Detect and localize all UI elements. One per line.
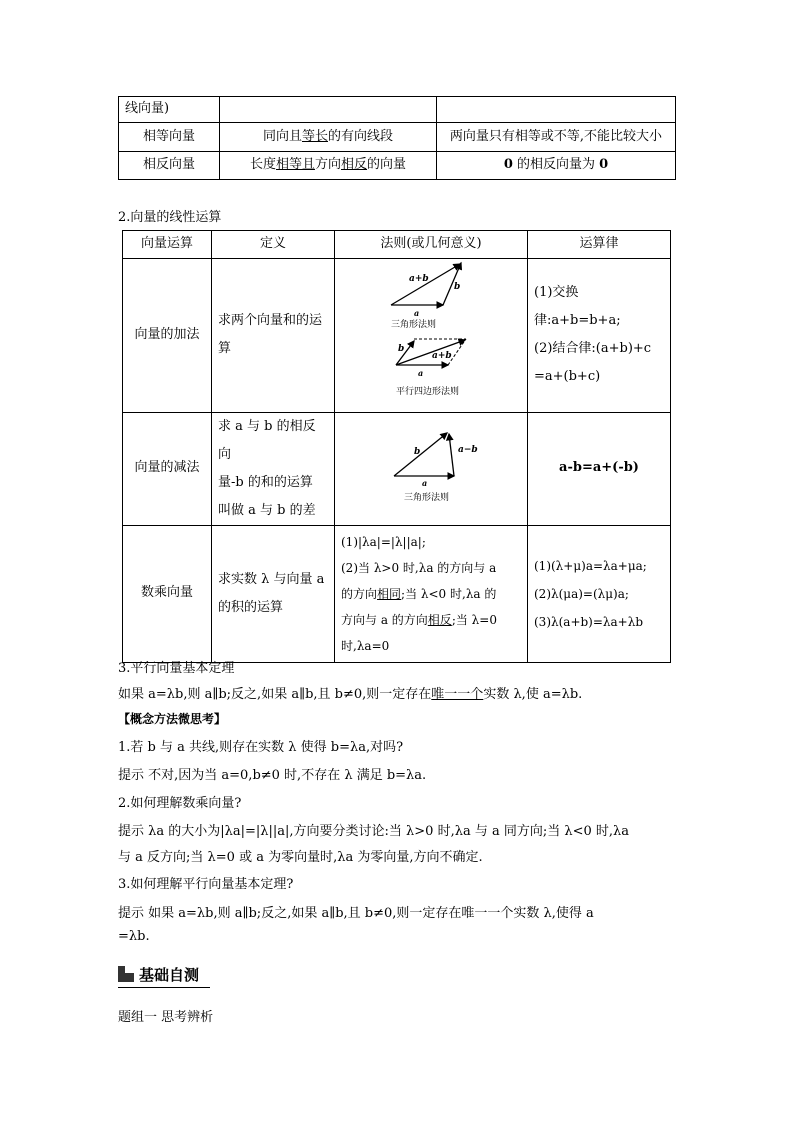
- question-2: 2.如何理解数乘向量?: [118, 796, 242, 811]
- label-a-plus-b: a+b: [409, 274, 429, 284]
- op-def: 求 a 与 b 的相反向 量-b 的和的运算 叫做 a 与 b 的差: [212, 412, 335, 525]
- op-name: 向量的加法: [123, 259, 212, 413]
- sub-figure: [335, 412, 528, 525]
- title-underline: [118, 987, 210, 988]
- theorem-text: 如果 a=λb,则 a∥b;反之,如果 a∥b,且 b≠0,则一定存在唯一一个实数 λ,使 a=λb.: [118, 687, 583, 702]
- cell-type-name: 线向量): [119, 97, 220, 123]
- answer-2: 提示 λa 的大小为|λa|=|λ||a|,方向要分类讨论:当 λ>0 时,λa 与 a 同方向;当 λ<0 时,λa: [118, 824, 630, 839]
- label-b: b: [398, 344, 405, 354]
- question-1: 1.若 b 与 a 共线,则存在实数 λ 使得 b=λa,对吗?: [118, 740, 404, 755]
- answer-3-cont: =λb.: [118, 929, 150, 944]
- think-heading: 【概念方法微思考】: [118, 712, 227, 726]
- section-title: 2.向量的线性运算: [118, 210, 222, 225]
- cell-note: 两向量只有相等或不等,不能比较大小: [437, 123, 676, 152]
- op-laws: a-b=a+(-b): [528, 412, 671, 525]
- op-name: 数乘向量: [123, 525, 212, 662]
- cell-type-name: 相反向量: [119, 152, 220, 180]
- op-laws: (1)(λ+μ)a=λa+μa; (2)λ(μa)=(λμ)a; (3)λ(a+b)=λa+λb: [528, 525, 671, 662]
- label-b: b: [454, 282, 461, 292]
- law-associative-cont: =a+(b+c): [534, 369, 601, 385]
- triangle-rule-caption: 三角形法则: [404, 493, 450, 504]
- op-def: 求实数 λ 与向量 a 的积的运算: [212, 525, 335, 662]
- label-a-minus-b: a−b: [458, 445, 478, 456]
- answer-1: 提示 不对,因为当 a=0,b≠0 时,不存在 λ 满足 b=λa.: [118, 768, 427, 783]
- col-header: 法则(或几何意义): [335, 231, 528, 259]
- vector-subtraction-figure: [336, 426, 526, 506]
- col-header: 定义: [212, 231, 335, 259]
- law-associative: (2)结合律:(a+b)+c: [534, 341, 652, 357]
- linear-ops-table: [122, 230, 671, 663]
- label-a: a: [418, 368, 424, 378]
- section-title: 3.平行向量基本定理: [118, 661, 235, 676]
- basic-test-title: 基础自测: [139, 966, 200, 984]
- section-marker-icon: [118, 966, 134, 982]
- triangle-rule-caption: 三角形法则: [391, 320, 437, 330]
- label-b: b: [414, 447, 421, 458]
- cell-def: 长度相等且方向相反的向量: [220, 152, 437, 180]
- add-figures: [335, 259, 528, 413]
- label-a: a: [422, 478, 428, 489]
- op-laws: [528, 259, 671, 413]
- law-commutative: (1)交换律:a+b=b+a;: [534, 285, 621, 329]
- label-a: a: [414, 308, 420, 318]
- op-def: 求两个向量和的运算: [212, 259, 335, 413]
- cell-note: [437, 97, 676, 123]
- cell-type-name: 相等向量: [119, 123, 220, 152]
- cell-def: [220, 97, 437, 123]
- parallelogram-rule-caption: 平行四边形法则: [396, 387, 460, 397]
- cell-note: 0 的相反向量为 0: [437, 152, 676, 180]
- group-title: 题组一 思考辨析: [118, 1010, 214, 1025]
- col-header: 运算律: [528, 231, 671, 259]
- vector-types-table: [118, 96, 676, 180]
- cell-def: 同向且等长的有向线段: [220, 123, 437, 152]
- label-a-plus-b: a+b: [432, 351, 452, 361]
- scalar-rules: (1)|λa|=|λ||a|; (2)当 λ>0 时,λa 的方向与 a 的方向相同;当 λ<0 时,λa 的 方向与 a 的方向相反;当 λ=0 时,λa=0: [335, 525, 528, 662]
- op-name: 向量的减法: [123, 412, 212, 525]
- question-3: 3.如何理解平行向量基本定理?: [118, 877, 294, 892]
- answer-2-cont: 与 a 反方向;当 λ=0 或 a 为零向量时,λa 为零向量,方向不确定.: [118, 850, 483, 865]
- answer-3: 提示 如果 a=λb,则 a∥b;反之,如果 a∥b,且 b≠0,则一定存在唯一一个实数 λ,使得 a: [118, 906, 594, 921]
- col-header: 向量运算: [123, 231, 212, 259]
- vector-addition-figure: [336, 259, 526, 407]
